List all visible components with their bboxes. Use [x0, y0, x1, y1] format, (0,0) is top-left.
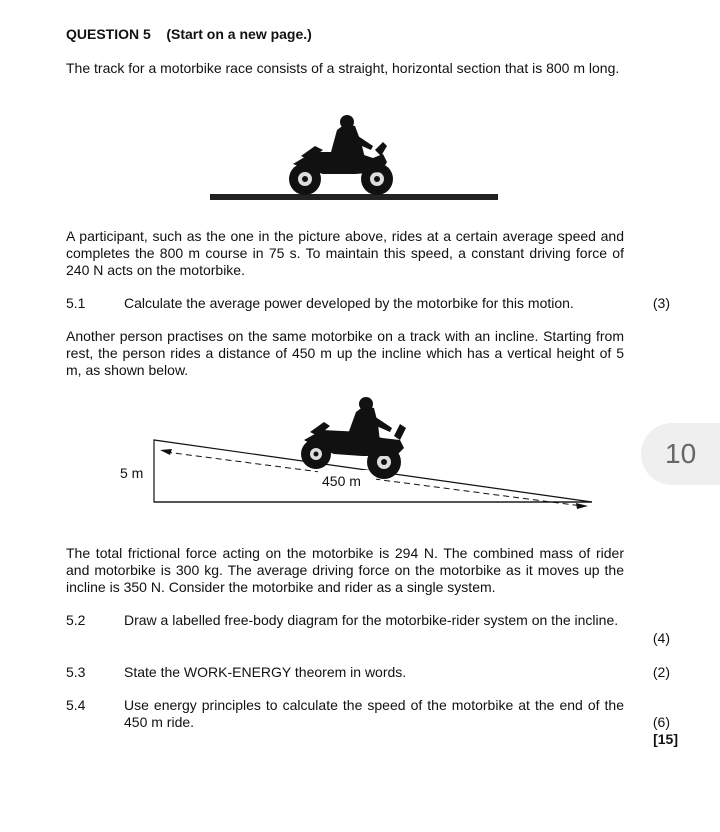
- q5-2-marks: (4): [652, 630, 670, 646]
- q5-4-marks: (6): [652, 714, 670, 730]
- question-number: QUESTION 5: [66, 26, 151, 42]
- question-note: (Start on a new page.): [166, 26, 312, 42]
- q5-3-marks: (2): [652, 664, 670, 680]
- motorbike-rider-icon: [210, 115, 498, 200]
- q5-3-number: 5.3: [66, 664, 86, 680]
- motorbike-picture: [205, 112, 505, 207]
- question-total: [15]: [653, 731, 678, 747]
- motorbike-rider-icon: [301, 397, 406, 479]
- height-label: 5 m: [120, 465, 144, 481]
- q5-1-marks: (3): [652, 295, 670, 311]
- q5-2-number: 5.2: [66, 612, 86, 628]
- intro-paragraph: The track for a motorbike race consists of a straight, horizontal section that is 800 m long.: [66, 60, 620, 76]
- distance-label: 450 m: [322, 473, 361, 489]
- q5-2-text: Draw a labelled free-body diagram for the motorbike-rider system on the incline.: [124, 612, 619, 628]
- q5-4-text: Use energy principles to calculate the speed of the motorbike at the end of the 450 m ride.: [124, 697, 624, 730]
- friction-paragraph: The total frictional force acting on the motorbike is 294 N. The combined mass of rider and motorbike is 300 kg. The average driving force on the motorbike as it moves up the incline is 350 N. Consider the motorbike and rider as a single system.: [66, 545, 624, 595]
- incline-paragraph: Another person practises on the same motorbike on a track with an incline. Starting from rest, the person rides a distance of 450 m up the incline which has a vertical height of 5 m, as shown below.: [66, 328, 624, 378]
- participant-paragraph: A participant, such as the one in the picture above, rides at a certain average speed and completes the 800 m course in 75 s. To maintain this speed, a constant driving force of 240 N acts on the motorbike.: [66, 228, 624, 278]
- question-heading: [66, 26, 312, 42]
- q5-4-number: 5.4: [66, 697, 86, 713]
- q5-1-text: Calculate the average power developed by the motorbike for this motion.: [124, 295, 574, 311]
- page-number-badge: 10: [641, 423, 720, 485]
- q5-1-number: 5.1: [66, 295, 86, 311]
- q5-3-text: State the WORK-ENERGY theorem in words.: [124, 664, 407, 680]
- incline-diagram: [110, 392, 610, 520]
